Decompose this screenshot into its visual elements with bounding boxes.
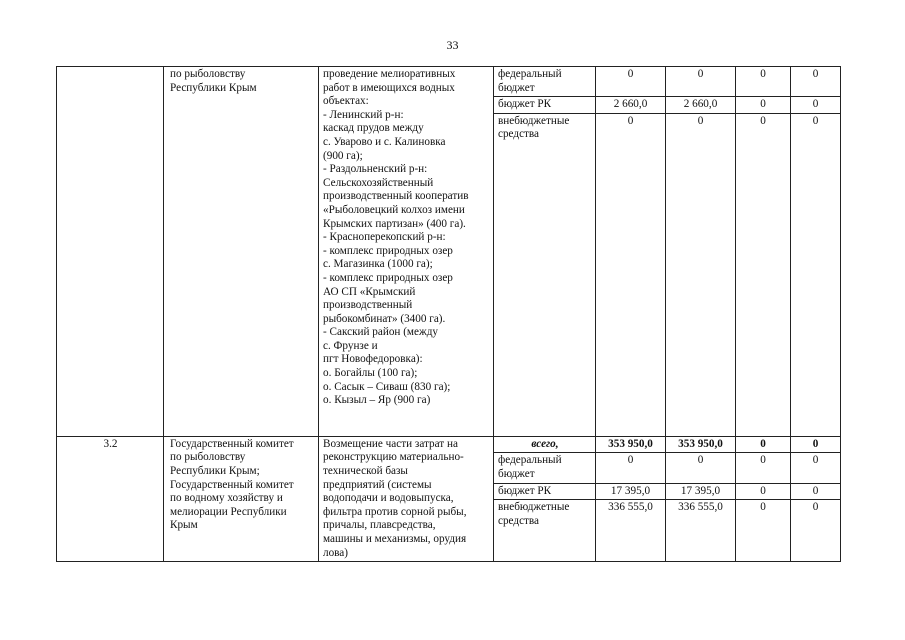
description-line: причалы, плавсредства, <box>323 519 436 532</box>
funding-source-line: бюджет РК <box>498 98 552 111</box>
total-value: 353 950,0 <box>596 436 666 453</box>
funding-source <box>494 97 596 114</box>
funding-source-line: средства <box>498 128 540 141</box>
funding-source-line: бюджет РК <box>498 484 552 497</box>
value-cell: 336 555,0 <box>666 500 736 562</box>
description-line: рыбокомбинат» (3400 га). <box>323 312 446 325</box>
value-cell: 0 <box>596 453 666 483</box>
funding-source-line: внебюджетные <box>498 501 570 514</box>
value-cell: 0 <box>791 453 841 483</box>
description-line: с. Уварово и с. Калиновка <box>323 135 446 148</box>
value-cell: 0 <box>666 67 736 97</box>
description-line: (900 га); <box>323 149 363 162</box>
description-line: - Раздольненский р-н: <box>323 163 428 176</box>
value-cell: 0 <box>791 483 841 500</box>
organization-cell <box>164 436 319 561</box>
funding-source <box>494 113 596 436</box>
funding-source-line: внебюджетные <box>498 114 570 127</box>
value-cell: 0 <box>791 97 841 114</box>
description-line: - комплекс природных озер <box>323 271 453 284</box>
description-cell <box>319 67 494 437</box>
description-line: объектах: <box>323 95 369 108</box>
organization-line: Государственный комитет <box>170 478 294 491</box>
description-line: фильтра против сорной рыбы, <box>323 505 467 518</box>
description-line: лова) <box>323 546 349 559</box>
organization-line: мелиорации Республики <box>170 505 287 518</box>
item-number: 3.2 <box>57 436 164 561</box>
value-cell: 0 <box>596 67 666 97</box>
description-line: водоподачи и водовыпуска, <box>323 492 454 505</box>
description-line: - Ленинский р-н: <box>323 108 404 121</box>
description-line: машины и механизмы, орудия <box>323 532 467 545</box>
description-line: с. Магазинка (1000 га); <box>323 258 433 271</box>
description-line: о. Сасык – Сиваш (830 га); <box>323 380 451 393</box>
description-line: - Сакский район (между <box>323 326 438 339</box>
value-cell: 0 <box>736 483 791 500</box>
value-cell: 2 660,0 <box>596 97 666 114</box>
organization-line: Государственный комитет <box>170 437 294 450</box>
table-row <box>57 67 841 97</box>
total-value: 0 <box>736 436 791 453</box>
item-number <box>57 67 164 437</box>
value-cell: 0 <box>666 113 736 436</box>
value-cell: 17 395,0 <box>596 483 666 500</box>
total-label: всего, <box>494 436 596 453</box>
description-cell <box>319 436 494 561</box>
description-line: производственный <box>323 299 413 312</box>
value-cell: 2 660,0 <box>666 97 736 114</box>
organization-line: Республики Крым <box>170 81 257 94</box>
funding-source-line: федеральный <box>498 68 562 80</box>
value-cell: 0 <box>736 113 791 436</box>
value-cell: 0 <box>596 113 666 436</box>
funding-source <box>494 453 596 483</box>
funding-source <box>494 67 596 97</box>
value-cell: 0 <box>736 67 791 97</box>
funding-source <box>494 483 596 500</box>
description-line: предприятий (системы <box>323 478 432 491</box>
value-cell: 0 <box>736 453 791 483</box>
description-line: с. Фрунзе и <box>323 339 378 352</box>
description-line: технической базы <box>323 464 408 477</box>
table-row <box>57 436 841 453</box>
page-number: 33 <box>446 38 459 52</box>
total-value: 0 <box>791 436 841 453</box>
description-line: о. Богайлы (100 га); <box>323 367 418 380</box>
value-cell: 0 <box>736 500 791 562</box>
description-line: - Красноперекопский р-н: <box>323 231 446 244</box>
description-line: каскад прудов между <box>323 122 424 135</box>
organization-cell <box>164 67 319 437</box>
description-line: производственный кооператив <box>323 190 469 203</box>
funding-source <box>494 500 596 562</box>
description-line: работ в имеющихся водных <box>323 81 455 94</box>
program-table <box>56 66 841 562</box>
description-line: Крымских партизан» (400 га). <box>323 217 466 230</box>
organization-line: по рыболовству <box>170 451 246 464</box>
value-cell: 0 <box>736 97 791 114</box>
funding-source-line: бюджет <box>498 81 535 94</box>
value-cell: 0 <box>791 500 841 562</box>
value-cell: 17 395,0 <box>666 483 736 500</box>
organization-line: по водному хозяйству и <box>170 492 283 505</box>
total-value: 353 950,0 <box>666 436 736 453</box>
description-line: реконструкцию материально- <box>323 451 464 464</box>
description-line: Возмещение части затрат на <box>323 437 458 450</box>
organization-line: Республики Крым; <box>170 464 260 477</box>
description-line: о. Кызыл – Яр (900 га) <box>323 394 431 407</box>
description-line: «Рыболовецкий колхоз имени <box>323 203 465 216</box>
description-line: АО СП «Крымский <box>323 285 416 298</box>
funding-source-line: бюджет <box>498 467 535 480</box>
description-line: проведение мелиоративных <box>323 68 456 80</box>
organization-line: Крым <box>170 519 198 532</box>
description-line: - комплекс природных озер <box>323 244 453 257</box>
value-cell: 0 <box>791 113 841 436</box>
value-cell: 336 555,0 <box>596 500 666 562</box>
value-cell: 0 <box>666 453 736 483</box>
funding-source-line: средства <box>498 514 540 527</box>
organization-line: по рыболовству <box>170 68 246 80</box>
value-cell: 0 <box>791 67 841 97</box>
funding-source-line: федеральный <box>498 454 562 467</box>
description-line: пгт Новофедоровка): <box>323 353 423 366</box>
description-line: Сельскохозяйственный <box>323 176 434 189</box>
